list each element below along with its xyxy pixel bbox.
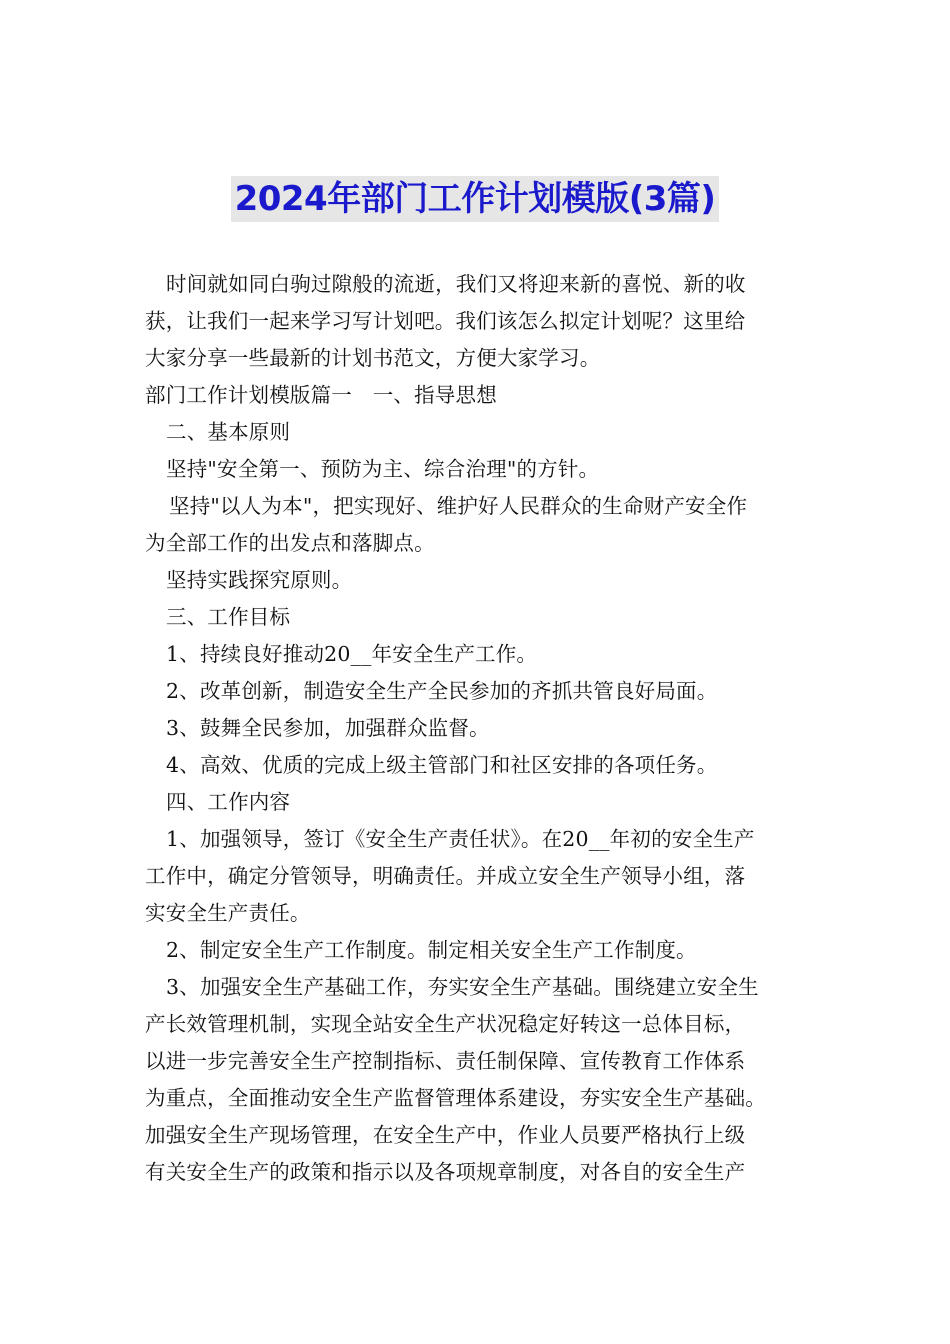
paragraph-line: 以进一步完善安全生产控制指标、责任制保障、宣传教育工作体系: [145, 1049, 746, 1073]
list-item: 3、加强安全生产基础工作，夯实安全生产基础。围绕建立安全生: [166, 975, 759, 999]
list-item: 4、高效、优质的完成上级主管部门和社区安排的各项任务。: [166, 753, 718, 777]
paragraph-line: 实安全生产责任。: [145, 901, 311, 925]
paragraph-line: 坚持"安全第一、预防为主、综合治理"的方针。: [166, 457, 600, 481]
paragraph-line: 坚持"以人为本"，把实现好、维护好人民群众的生命财产安全作: [169, 494, 748, 518]
section-heading: 四、工作内容: [166, 790, 291, 814]
title-container: [0, 176, 950, 222]
section-heading: 二、基本原则: [166, 420, 291, 444]
paragraph-line: 工作中，确定分管领导，明确责任。并成立安全生产领导小组，落: [145, 864, 746, 888]
paragraph-line: 加强安全生产现场管理，在安全生产中，作业人员要严格执行上级: [145, 1123, 746, 1147]
section-heading: 三、工作目标: [166, 605, 291, 629]
paragraph-line: 时间就如同白驹过隙般的流逝，我们又将迎来新的喜悦、新的收: [166, 272, 746, 296]
list-item: 1、持续良好推动20__年安全生产工作。: [166, 642, 538, 666]
document-title: 2024年部门工作计划模版(3篇): [231, 176, 720, 222]
paragraph-line: 产长效管理机制，实现全站安全生产状况稳定好转这一总体目标，: [145, 1012, 746, 1036]
list-item: 1、加强领导，签订《安全生产责任状》。在20__年初的安全生产: [166, 827, 755, 851]
list-item: 2、改革创新，制造安全生产全民参加的齐抓共管良好局面。: [166, 679, 718, 703]
paragraph-line: 大家分享一些最新的计划书范文，方便大家学习。: [145, 346, 601, 370]
list-item: 3、鼓舞全民参加，加强群众监督。: [166, 716, 490, 740]
paragraph-line: 为全部工作的出发点和落脚点。: [145, 531, 435, 555]
section-heading-line: 部门工作计划模版篇一 一、指导思想: [145, 383, 497, 407]
paragraph-line: 为重点，全面推动安全生产监督管理体系建设，夯实安全生产基础。: [145, 1086, 766, 1110]
document-body: [145, 266, 825, 1191]
paragraph-line: 获，让我们一起来学习写计划吧。我们该怎么拟定计划呢？这里给: [145, 309, 746, 333]
paragraph-line: 坚持实践探究原则。: [166, 568, 353, 592]
list-item: 2、制定安全生产工作制度。制定相关安全生产工作制度。: [166, 938, 697, 962]
paragraph-line: 有关安全生产的政策和指示以及各项规章制度，对各自的安全生产: [145, 1160, 746, 1184]
